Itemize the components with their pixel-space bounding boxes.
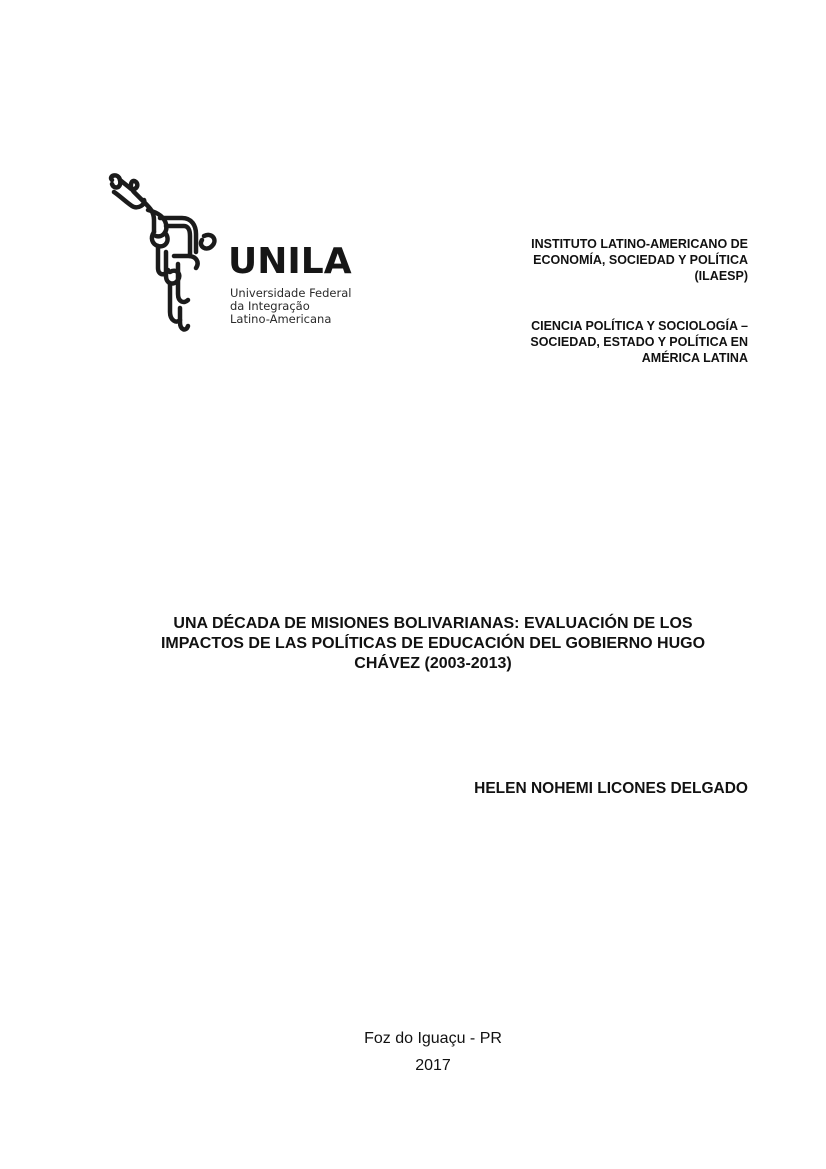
program-line: AMÉRICA LATINA xyxy=(641,351,748,365)
publication-year: 2017 xyxy=(415,1057,451,1074)
program-line: SOCIEDAD, ESTADO Y POLÍTICA EN xyxy=(530,335,748,349)
institute-line: ECONOMÍA, SOCIEDAD Y POLÍTICA xyxy=(533,253,748,267)
city-location: Foz do Iguaçu - PR xyxy=(364,1030,502,1047)
logo-subtitle-line: Latino-Americana xyxy=(230,312,332,326)
title-line: UNA DÉCADA DE MISIONES BOLIVARIANAS: EVALUACIÓN DE LOS xyxy=(173,615,693,632)
institute-heading xyxy=(448,236,748,284)
unila-logo xyxy=(104,172,352,337)
program-heading xyxy=(448,318,748,366)
title-line: IMPACTOS DE LAS POLÍTICAS DE EDUCACIÓN DEL GOBIERNO HUGO xyxy=(160,635,706,652)
logo-subtitle-line: Universidade Federal xyxy=(230,286,352,300)
logo-subtitle xyxy=(230,287,351,326)
title-line: CHÁVEZ (2003-2013) xyxy=(354,655,512,672)
logo-wordmark: UNILA xyxy=(228,241,352,282)
program-line: CIENCIA POLÍTICA Y SOCIOLOGÍA – xyxy=(531,319,748,333)
logo-subtitle-line: da Integração xyxy=(230,299,310,313)
unila-emblem-icon xyxy=(104,172,229,337)
institute-line: INSTITUTO LATINO-AMERICANO DE xyxy=(531,237,748,251)
document-title xyxy=(100,614,766,674)
author-name: HELEN NOHEMI LICONES DELGADO xyxy=(474,780,748,797)
institute-line: (ILAESP) xyxy=(694,269,748,283)
